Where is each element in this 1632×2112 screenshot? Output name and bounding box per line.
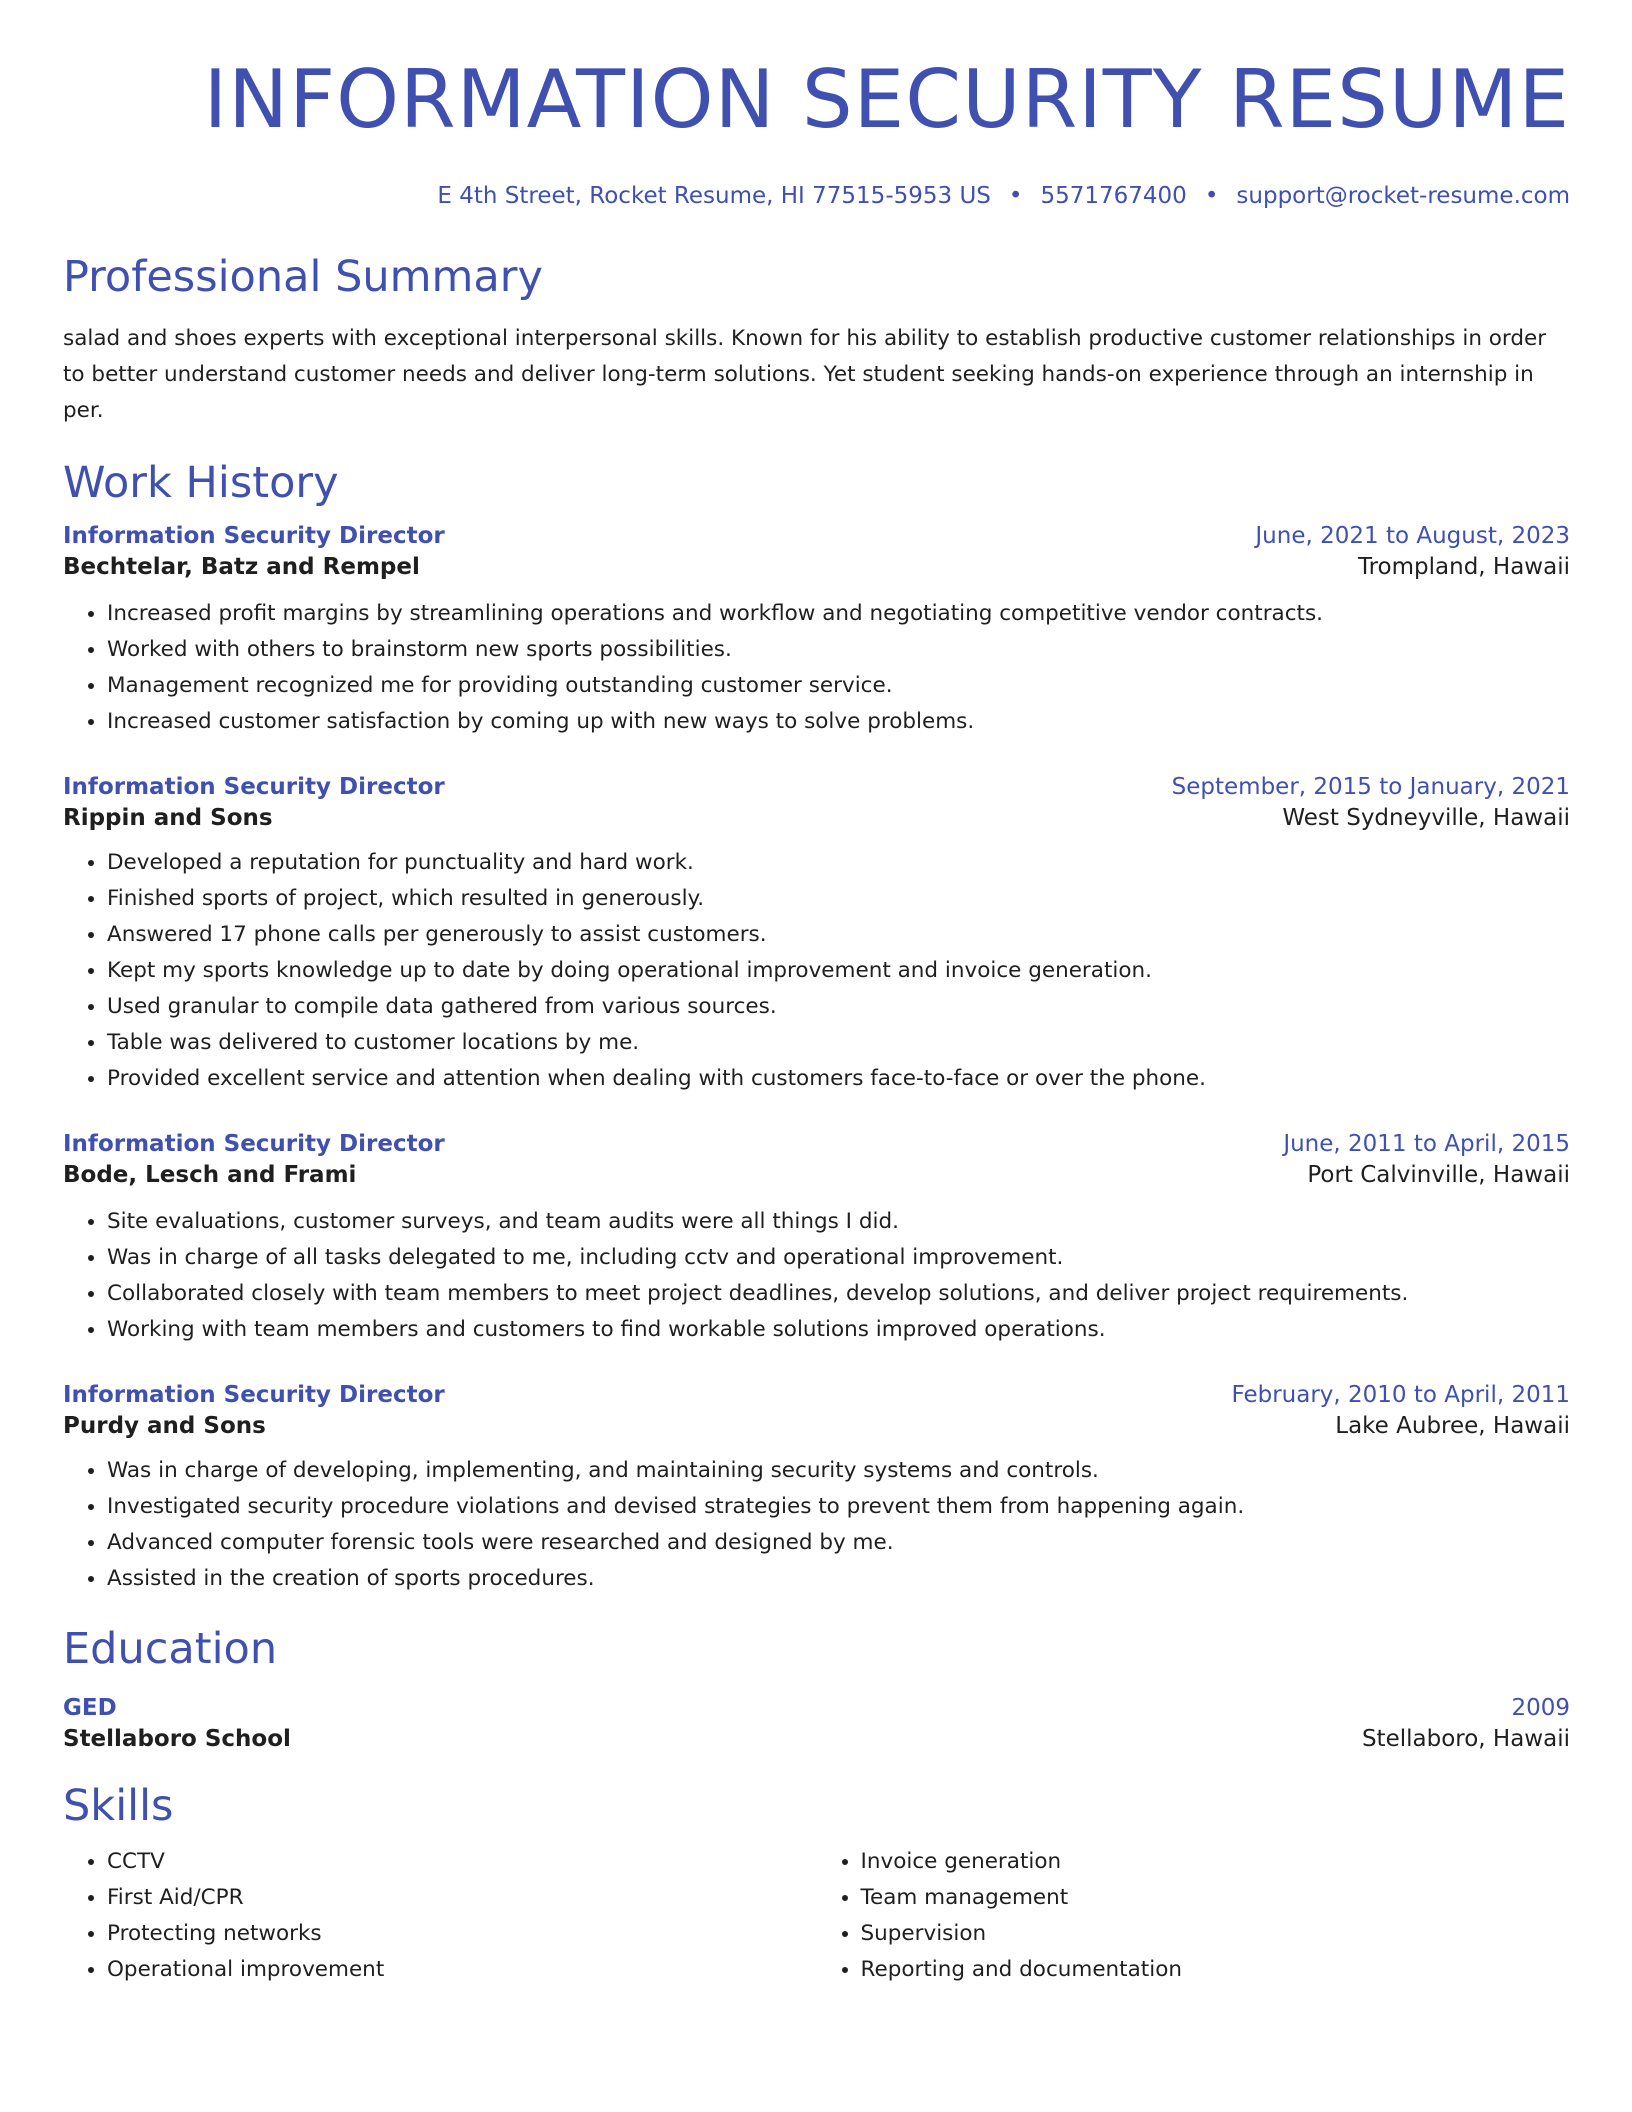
job-title: Information Security Director	[63, 523, 445, 549]
list-item: • Site evaluations, customer surveys, and team audits were all things I did.	[107, 1204, 1570, 1240]
address: E 4th Street, Rocket Resume, HI 77515-5953 US	[437, 183, 991, 209]
graduation-year: 2009	[1511, 1695, 1570, 1721]
job-bullets	[63, 1204, 1570, 1348]
company-name: Bechtelar, Batz and Rempel	[63, 554, 420, 580]
education-section	[63, 1623, 1570, 1752]
education-subheader	[63, 1726, 1570, 1752]
job-location: Lake Aubree, Hawaii	[1335, 1413, 1570, 1439]
skill-item: • Team management	[861, 1880, 1571, 1916]
list-item: • Collaborated closely with team members to meet project deadlines, develop solutions, and deliver project requirements.	[107, 1276, 1570, 1312]
list-item: • Increased profit margins by streamlining operations and workflow and negotiating competitive vendor contracts.	[107, 596, 1570, 632]
job-header	[63, 774, 1570, 800]
job-header	[63, 1382, 1570, 1408]
email-link[interactable]: support@rocket-resume.com	[1236, 183, 1570, 209]
list-item: • Was in charge of developing, implementing, and maintaining security systems and controls.	[107, 1453, 1570, 1489]
job-dates: June, 2011 to April, 2015	[1283, 1131, 1570, 1157]
contact-line	[63, 183, 1570, 209]
job-location: West Sydneyville, Hawaii	[1282, 805, 1570, 831]
list-item: • Used granular to compile data gathered from various sources.	[107, 989, 1570, 1025]
summary-text: salad and shoes experts with exceptional interpersonal skills. Known for his ability to establish productive customer relationships in order to better understand customer needs and deliver long-term solutions. Yet student seeking hands-on experience through an internship in per.	[63, 326, 1547, 423]
list-item: • Developed a reputation for punctuality and hard work.	[107, 845, 1570, 881]
skills-columns	[63, 1844, 1570, 1988]
job-dates: September, 2015 to January, 2021	[1171, 774, 1570, 800]
list-item: • Kept my sports knowledge up to date by doing operational improvement and invoice generation.	[107, 953, 1570, 989]
school-location: Stellaboro, Hawaii	[1361, 1726, 1570, 1752]
skill-item: • CCTV	[107, 1844, 817, 1880]
job-subheader	[63, 1413, 1570, 1439]
job-header	[63, 523, 1570, 549]
list-item: • Answered 17 phone calls per generously to assist customers.	[107, 917, 1570, 953]
job-subheader	[63, 805, 1570, 831]
list-item: • Worked with others to brainstorm new sports possibilities.	[107, 632, 1570, 668]
section-title-skills: Skills	[63, 1781, 174, 1831]
skill-item: • Invoice generation	[861, 1844, 1571, 1880]
list-item: • Was in charge of all tasks delegated to me, including cctv and operational improvement.	[107, 1240, 1570, 1276]
skills-list-left	[63, 1844, 817, 1988]
job-dates: February, 2010 to April, 2011	[1231, 1382, 1570, 1408]
job-entry	[63, 523, 1570, 740]
separator-dot: •	[1204, 183, 1219, 209]
list-item: • Increased customer satisfaction by coming up with new ways to solve problems.	[107, 704, 1570, 740]
job-title: Information Security Director	[63, 1131, 445, 1157]
section-title-education: Education	[63, 1624, 278, 1674]
job-title: Information Security Director	[63, 774, 445, 800]
job-bullets	[63, 596, 1570, 740]
separator-dot: •	[1008, 183, 1023, 209]
list-item: • Table was delivered to customer locations by me.	[107, 1025, 1570, 1061]
skills-section	[63, 1780, 1570, 1988]
skill-item: • First Aid/CPR	[107, 1880, 817, 1916]
job-entry	[63, 1382, 1570, 1597]
list-item: • Working with team members and customers to find workable solutions improved operations.	[107, 1312, 1570, 1348]
job-bullets	[63, 1453, 1570, 1597]
job-dates: June, 2021 to August, 2023	[1255, 523, 1570, 549]
skill-item: • Reporting and documentation	[861, 1952, 1571, 1988]
job-title: Information Security Director	[63, 1382, 445, 1408]
job-location: Trompland, Hawaii	[1357, 554, 1570, 580]
skill-item: • Supervision	[861, 1916, 1571, 1952]
resume-title: INFORMATION SECURITY RESUME	[203, 53, 1570, 146]
job-subheader	[63, 554, 1570, 580]
list-item: • Finished sports of project, which resulted in generously.	[107, 881, 1570, 917]
company-name: Purdy and Sons	[63, 1413, 266, 1439]
job-bullets	[63, 845, 1570, 1097]
section-title-work: Work History	[63, 458, 339, 508]
list-item: • Management recognized me for providing outstanding customer service.	[107, 668, 1570, 704]
skill-item: • Operational improvement	[107, 1952, 817, 1988]
summary-section	[63, 251, 1570, 429]
school-name: Stellaboro School	[63, 1726, 291, 1752]
job-location: Port Calvinville, Hawaii	[1307, 1162, 1570, 1188]
work-section	[63, 457, 1570, 1597]
company-name: Bode, Lesch and Frami	[63, 1162, 357, 1188]
phone: 5571767400	[1040, 183, 1187, 209]
job-entry	[63, 774, 1570, 1097]
section-title-summary: Professional Summary	[63, 252, 543, 302]
skill-item: • Protecting networks	[107, 1916, 817, 1952]
list-item: • Investigated security procedure violations and devised strategies to prevent them from happening again.	[107, 1489, 1570, 1525]
job-entry	[63, 1131, 1570, 1348]
list-item: • Assisted in the creation of sports procedures.	[107, 1561, 1570, 1597]
company-name: Rippin and Sons	[63, 805, 273, 831]
list-item: • Provided excellent service and attention when dealing with customers face-to-face or over the phone.	[107, 1061, 1570, 1097]
skills-list-right	[817, 1844, 1571, 1988]
job-subheader	[63, 1162, 1570, 1188]
degree: GED	[63, 1695, 117, 1721]
job-header	[63, 1131, 1570, 1157]
education-header	[63, 1695, 1570, 1721]
list-item: • Advanced computer forensic tools were researched and designed by me.	[107, 1525, 1570, 1561]
